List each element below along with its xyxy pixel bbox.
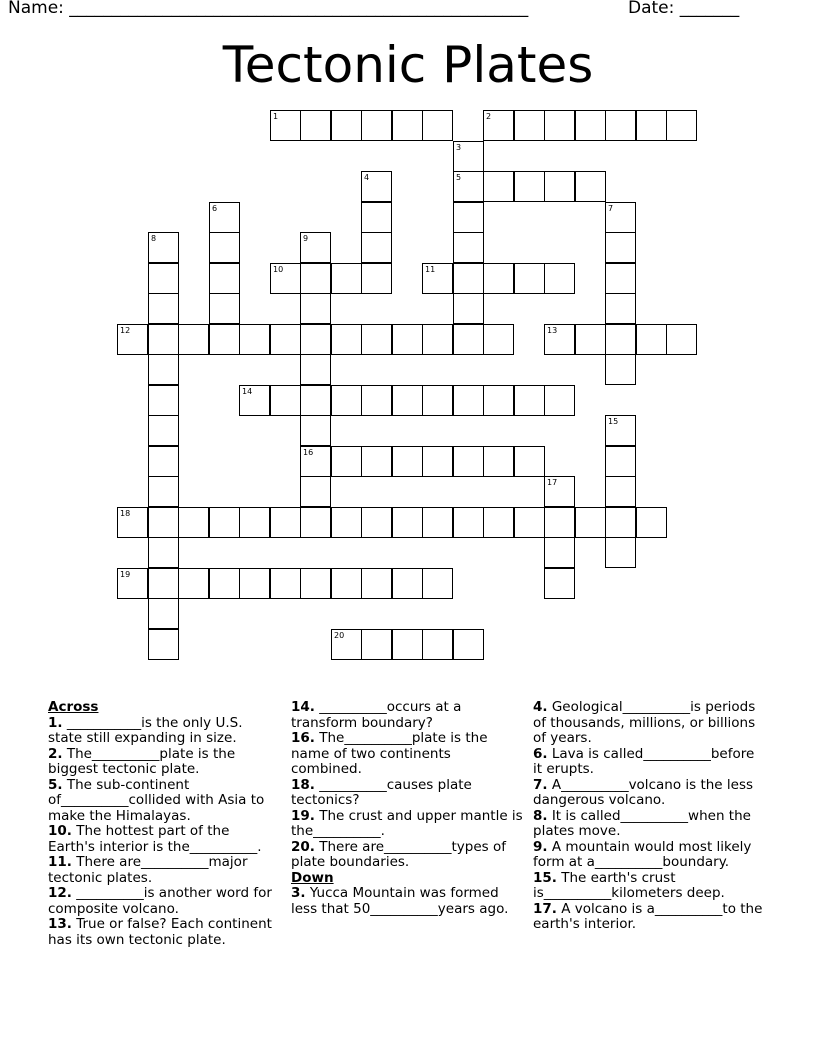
grid-cell[interactable] — [605, 293, 636, 324]
grid-cell[interactable] — [666, 324, 697, 355]
grid-cell[interactable] — [361, 324, 392, 355]
grid-cell[interactable] — [453, 202, 484, 233]
grid-cell[interactable] — [148, 415, 179, 446]
grid-cell[interactable] — [117, 507, 148, 538]
grid-cell[interactable] — [117, 568, 148, 599]
grid-cell[interactable] — [209, 507, 240, 538]
clue-number: 8 — [151, 234, 157, 243]
clue-number: 10 — [273, 265, 284, 274]
grid-cell[interactable] — [514, 446, 545, 477]
grid-cell[interactable] — [392, 629, 423, 660]
clue-column-2 — [291, 700, 523, 917]
grid-cell[interactable] — [636, 507, 667, 538]
grid-cell[interactable] — [148, 629, 179, 660]
grid-cell[interactable] — [300, 354, 331, 385]
grid-cell[interactable] — [483, 171, 514, 202]
grid-cell[interactable] — [575, 324, 606, 355]
down-heading: Down — [291, 869, 334, 886]
across-heading: Across — [48, 699, 99, 715]
grid-cell[interactable] — [392, 110, 423, 141]
grid-cell[interactable] — [575, 110, 606, 141]
grid-cell[interactable] — [331, 629, 362, 660]
grid-cell[interactable] — [331, 110, 362, 141]
grid-cell[interactable] — [361, 629, 392, 660]
name-field-label: Name: ______________________________________________________ — [8, 0, 529, 18]
grid-cell[interactable] — [270, 324, 301, 355]
grid-cell[interactable] — [392, 385, 423, 416]
grid-cell[interactable] — [300, 415, 331, 446]
grid-cell[interactable] — [178, 507, 209, 538]
page-title: Tectonic Plates — [222, 36, 594, 94]
grid-cell[interactable] — [453, 446, 484, 477]
clue-number: 20 — [334, 631, 345, 640]
grid-cell[interactable] — [270, 568, 301, 599]
grid-cell[interactable] — [148, 263, 179, 294]
grid-cell[interactable] — [605, 110, 636, 141]
clue-number: 6 — [212, 204, 218, 213]
clue-across-16: 16. The__________plate is the name of two continents combined. — [291, 730, 488, 777]
grid-cell[interactable] — [392, 507, 423, 538]
clue-down-4: 4. Geological__________is periods of thousands, millions, or billions of years. — [533, 699, 756, 746]
grid-cell[interactable] — [422, 568, 453, 599]
grid-cell[interactable] — [514, 171, 545, 202]
grid-cell[interactable] — [544, 537, 575, 568]
grid-cell[interactable] — [300, 324, 331, 355]
grid-cell[interactable] — [148, 537, 179, 568]
clue-across-18: 18. __________causes plate tectonics? — [291, 776, 472, 808]
grid-cell[interactable] — [544, 507, 575, 538]
grid-cell[interactable] — [148, 324, 179, 355]
clue-across-1: 1. ___________is the only U.S. state still expanding in size. — [48, 714, 243, 746]
clue-column-3 — [533, 700, 765, 933]
grid-cell[interactable] — [453, 293, 484, 324]
grid-cell[interactable] — [300, 446, 331, 477]
grid-cell[interactable] — [514, 110, 545, 141]
grid-cell[interactable] — [422, 629, 453, 660]
grid-cell[interactable] — [300, 293, 331, 324]
grid-cell[interactable] — [331, 507, 362, 538]
clue-down-17: 17. A volcano is a__________to the earth's interior. — [533, 900, 763, 932]
grid-cell[interactable] — [453, 141, 484, 172]
grid-cell[interactable] — [270, 263, 301, 294]
clue-number: 18 — [120, 509, 131, 518]
grid-cell[interactable] — [483, 324, 514, 355]
grid-cell[interactable] — [483, 263, 514, 294]
clue-across-11: 11. There are__________major tectonic plates. — [48, 854, 248, 886]
grid-cell[interactable] — [361, 568, 392, 599]
clue-across-20: 20. There are__________types of plate boundaries. — [291, 838, 507, 870]
grid-cell[interactable] — [300, 263, 331, 294]
grid-cell[interactable] — [605, 354, 636, 385]
grid-cell[interactable] — [300, 476, 331, 507]
grid-cell[interactable] — [422, 446, 453, 477]
grid-cell[interactable] — [483, 385, 514, 416]
grid-cell[interactable] — [178, 568, 209, 599]
grid-cell[interactable] — [361, 446, 392, 477]
grid-cell[interactable] — [239, 324, 270, 355]
grid-cell[interactable] — [361, 385, 392, 416]
grid-cell[interactable] — [300, 568, 331, 599]
grid-cell[interactable] — [148, 568, 179, 599]
grid-cell[interactable] — [544, 324, 575, 355]
grid-cell[interactable] — [544, 476, 575, 507]
grid-cell[interactable] — [483, 110, 514, 141]
grid-cell[interactable] — [453, 507, 484, 538]
grid-cell[interactable] — [209, 202, 240, 233]
clue-across-10: 10. The hottest part of the Earth's interior is the__________. — [48, 823, 262, 855]
grid-cell[interactable] — [605, 507, 636, 538]
grid-cell[interactable] — [209, 293, 240, 324]
clue-number: 14 — [242, 387, 253, 396]
clue-across-2: 2. The__________plate is the biggest tectonic plate. — [48, 745, 236, 777]
grid-cell[interactable] — [392, 568, 423, 599]
grid-cell[interactable] — [453, 263, 484, 294]
grid-cell[interactable] — [636, 110, 667, 141]
grid-cell[interactable] — [239, 507, 270, 538]
grid-cell[interactable] — [148, 385, 179, 416]
grid-cell[interactable] — [422, 385, 453, 416]
grid-cell[interactable] — [300, 232, 331, 263]
clue-number: 16 — [303, 448, 314, 457]
clue-number: 5 — [456, 173, 462, 182]
grid-cell[interactable] — [361, 202, 392, 233]
grid-cell[interactable] — [361, 171, 392, 202]
clue-down-7: 7. A__________volcano is the less dangerous volcano. — [533, 776, 754, 808]
grid-cell[interactable] — [544, 385, 575, 416]
grid-cell[interactable] — [331, 446, 362, 477]
clue-number: 3 — [456, 143, 462, 152]
clue-number: 7 — [608, 204, 614, 213]
clue-column-1 — [48, 700, 280, 948]
grid-cell[interactable] — [392, 324, 423, 355]
grid-cell[interactable] — [148, 232, 179, 263]
grid-cell[interactable] — [270, 507, 301, 538]
grid-cell[interactable] — [209, 263, 240, 294]
grid-cell[interactable] — [514, 263, 545, 294]
clue-number: 13 — [547, 326, 558, 335]
grid-cell[interactable] — [483, 507, 514, 538]
clue-number: 19 — [120, 570, 131, 579]
grid-cell[interactable] — [605, 263, 636, 294]
grid-cell[interactable] — [331, 385, 362, 416]
grid-cell[interactable] — [544, 263, 575, 294]
clue-number: 2 — [486, 112, 492, 121]
grid-cell[interactable] — [117, 324, 148, 355]
grid-cell[interactable] — [453, 171, 484, 202]
grid-cell[interactable] — [148, 507, 179, 538]
grid-cell[interactable] — [148, 446, 179, 477]
grid-cell[interactable] — [148, 354, 179, 385]
clue-number: 11 — [425, 265, 436, 274]
grid-cell[interactable] — [392, 446, 423, 477]
grid-cell[interactable] — [483, 446, 514, 477]
grid-cell[interactable] — [453, 232, 484, 263]
grid-cell[interactable] — [148, 293, 179, 324]
clue-number: 1 — [273, 112, 279, 121]
grid-cell[interactable] — [544, 110, 575, 141]
grid-cell[interactable] — [331, 324, 362, 355]
clue-across-14: 14. __________occurs at a transform boundary? — [291, 699, 462, 731]
clue-across-13: 13. True or false? Each continent has its own tectonic plate. — [48, 916, 272, 948]
grid-cell[interactable] — [239, 568, 270, 599]
grid-cell[interactable] — [422, 324, 453, 355]
grid-cell[interactable] — [453, 385, 484, 416]
grid-cell[interactable] — [300, 110, 331, 141]
grid-cell[interactable] — [544, 171, 575, 202]
grid-cell[interactable] — [148, 598, 179, 629]
grid-cell[interactable] — [453, 324, 484, 355]
grid-cell[interactable] — [209, 324, 240, 355]
grid-cell[interactable] — [605, 232, 636, 263]
clue-down-3: 3. Yucca Mountain was formed less that 50__________years ago. — [291, 885, 509, 917]
grid-cell[interactable] — [605, 537, 636, 568]
grid-cell[interactable] — [666, 110, 697, 141]
grid-cell[interactable] — [575, 171, 606, 202]
grid-cell[interactable] — [239, 385, 270, 416]
grid-cell[interactable] — [270, 110, 301, 141]
grid-cell[interactable] — [422, 110, 453, 141]
clue-number: 17 — [547, 478, 558, 487]
grid-cell[interactable] — [605, 415, 636, 446]
clue-number: 15 — [608, 417, 619, 426]
grid-cell[interactable] — [361, 263, 392, 294]
grid-cell[interactable] — [605, 202, 636, 233]
grid-cell[interactable] — [209, 232, 240, 263]
grid-cell[interactable] — [575, 507, 606, 538]
grid-cell[interactable] — [636, 324, 667, 355]
clue-number: 12 — [120, 326, 131, 335]
grid-cell[interactable] — [422, 263, 453, 294]
grid-cell[interactable] — [422, 507, 453, 538]
grid-cell[interactable] — [209, 568, 240, 599]
clue-down-8: 8. It is called__________when the plates move. — [533, 807, 751, 839]
grid-cell[interactable] — [361, 232, 392, 263]
grid-cell[interactable] — [331, 263, 362, 294]
date-field-label: Date: _______ — [628, 0, 740, 18]
grid-cell[interactable] — [300, 507, 331, 538]
clue-down-15: 15. The earth's crust is__________kilometers deep. — [533, 869, 725, 901]
grid-cell[interactable] — [605, 476, 636, 507]
clue-down-9: 9. A mountain would most likely form at a__________boundary. — [533, 838, 752, 870]
grid-cell[interactable] — [605, 324, 636, 355]
grid-cell[interactable] — [361, 110, 392, 141]
clue-number: 4 — [364, 173, 370, 182]
clue-across-5: 5. The sub-continent of__________collided with Asia to make the Himalayas. — [48, 776, 265, 824]
grid-cell[interactable] — [514, 507, 545, 538]
grid-cell[interactable] — [605, 446, 636, 477]
clue-across-12: 12. __________is another word for composite volcano. — [48, 885, 272, 917]
grid-cell[interactable] — [148, 476, 179, 507]
grid-cell[interactable] — [514, 385, 545, 416]
grid-cell[interactable] — [453, 629, 484, 660]
clue-across-19: 19. The crust and upper mantle is the__________. — [291, 807, 523, 839]
grid-cell[interactable] — [178, 324, 209, 355]
grid-cell[interactable] — [270, 385, 301, 416]
grid-cell[interactable] — [331, 568, 362, 599]
grid-cell[interactable] — [361, 507, 392, 538]
grid-cell[interactable] — [544, 568, 575, 599]
clue-down-6: 6. Lava is called__________before it erupts. — [533, 745, 755, 777]
clue-number: 9 — [303, 234, 309, 243]
grid-cell[interactable] — [300, 385, 331, 416]
